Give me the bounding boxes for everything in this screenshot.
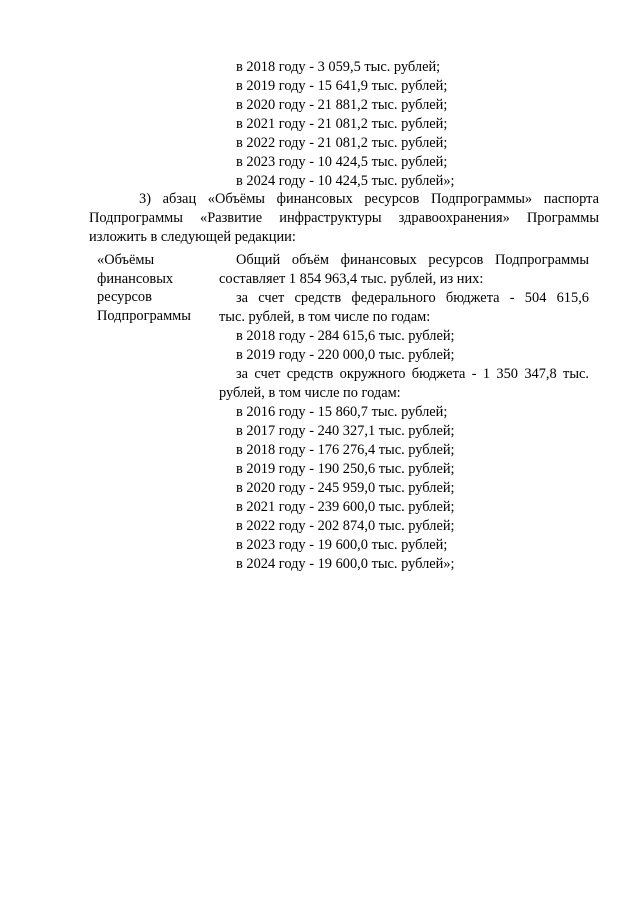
federal-line: тыс. рублей, в том числе по годам:: [219, 309, 431, 325]
total-line: составляет 1 854 963,4 тыс. рублей, из них:: [219, 271, 484, 287]
label-line: ресурсов: [97, 289, 152, 305]
list-item: в 2018 году - 284 615,6 тыс. рублей;: [236, 328, 455, 344]
list-item: в 2024 году - 19 600,0 тыс. рублей»;: [236, 556, 455, 572]
list-item: в 2018 году - 3 059,5 тыс. рублей;: [236, 59, 441, 75]
list-item: в 2023 году - 10 424,5 тыс. рублей;: [236, 154, 448, 170]
list-item: в 2023 году - 19 600,0 тыс. рублей;: [236, 537, 448, 553]
list-item: в 2019 году - 190 250,6 тыс. рублей;: [236, 461, 455, 477]
district-line: рублей, в том числе по годам:: [219, 385, 401, 401]
district-line: за счет средств окружного бюджета - 1 350 347,8 тыс.: [236, 366, 589, 382]
label-line: финансовых: [97, 270, 174, 287]
paragraph-line: Подпрограммы «Развитие инфраструктуры здравоохранения» Программы: [89, 210, 599, 226]
paragraph-line: изложить в следующей редакции:: [89, 229, 296, 245]
paragraph-line: 3) абзац «Объёмы финансовых ресурсов Подпрограммы» паспорта: [139, 191, 599, 207]
table-label-cell: [97, 251, 217, 325]
total-line: Общий объём финансовых ресурсов Подпрограммы: [236, 252, 589, 268]
list-item: в 2022 году - 202 874,0 тыс. рублей;: [236, 518, 455, 534]
federal-line: за счет средств федерального бюджета - 504 615,6: [236, 290, 589, 306]
list-item: в 2019 году - 220 000,0 тыс. рублей;: [236, 347, 455, 363]
list-item: в 2020 году - 21 881,2 тыс. рублей;: [236, 97, 448, 113]
list-item: в 2018 году - 176 276,4 тыс. рублей;: [236, 442, 455, 458]
label-line: «Объёмы: [97, 252, 155, 268]
list-item: в 2017 году - 240 327,1 тыс. рублей;: [236, 423, 455, 439]
label-line: Подпрограммы: [97, 307, 191, 324]
list-item: в 2019 году - 15 641,9 тыс. рублей;: [236, 78, 448, 94]
list-item: в 2021 году - 239 600,0 тыс. рублей;: [236, 499, 455, 515]
list-item: в 2021 году - 21 081,2 тыс. рублей;: [236, 116, 448, 132]
list-item: в 2024 году - 10 424,5 тыс. рублей»;: [236, 173, 455, 189]
list-item: в 2016 году - 15 860,7 тыс. рублей;: [236, 404, 448, 420]
list-item: в 2022 году - 21 081,2 тыс. рублей;: [236, 135, 448, 151]
list-item: в 2020 году - 245 959,0 тыс. рублей;: [236, 480, 455, 496]
